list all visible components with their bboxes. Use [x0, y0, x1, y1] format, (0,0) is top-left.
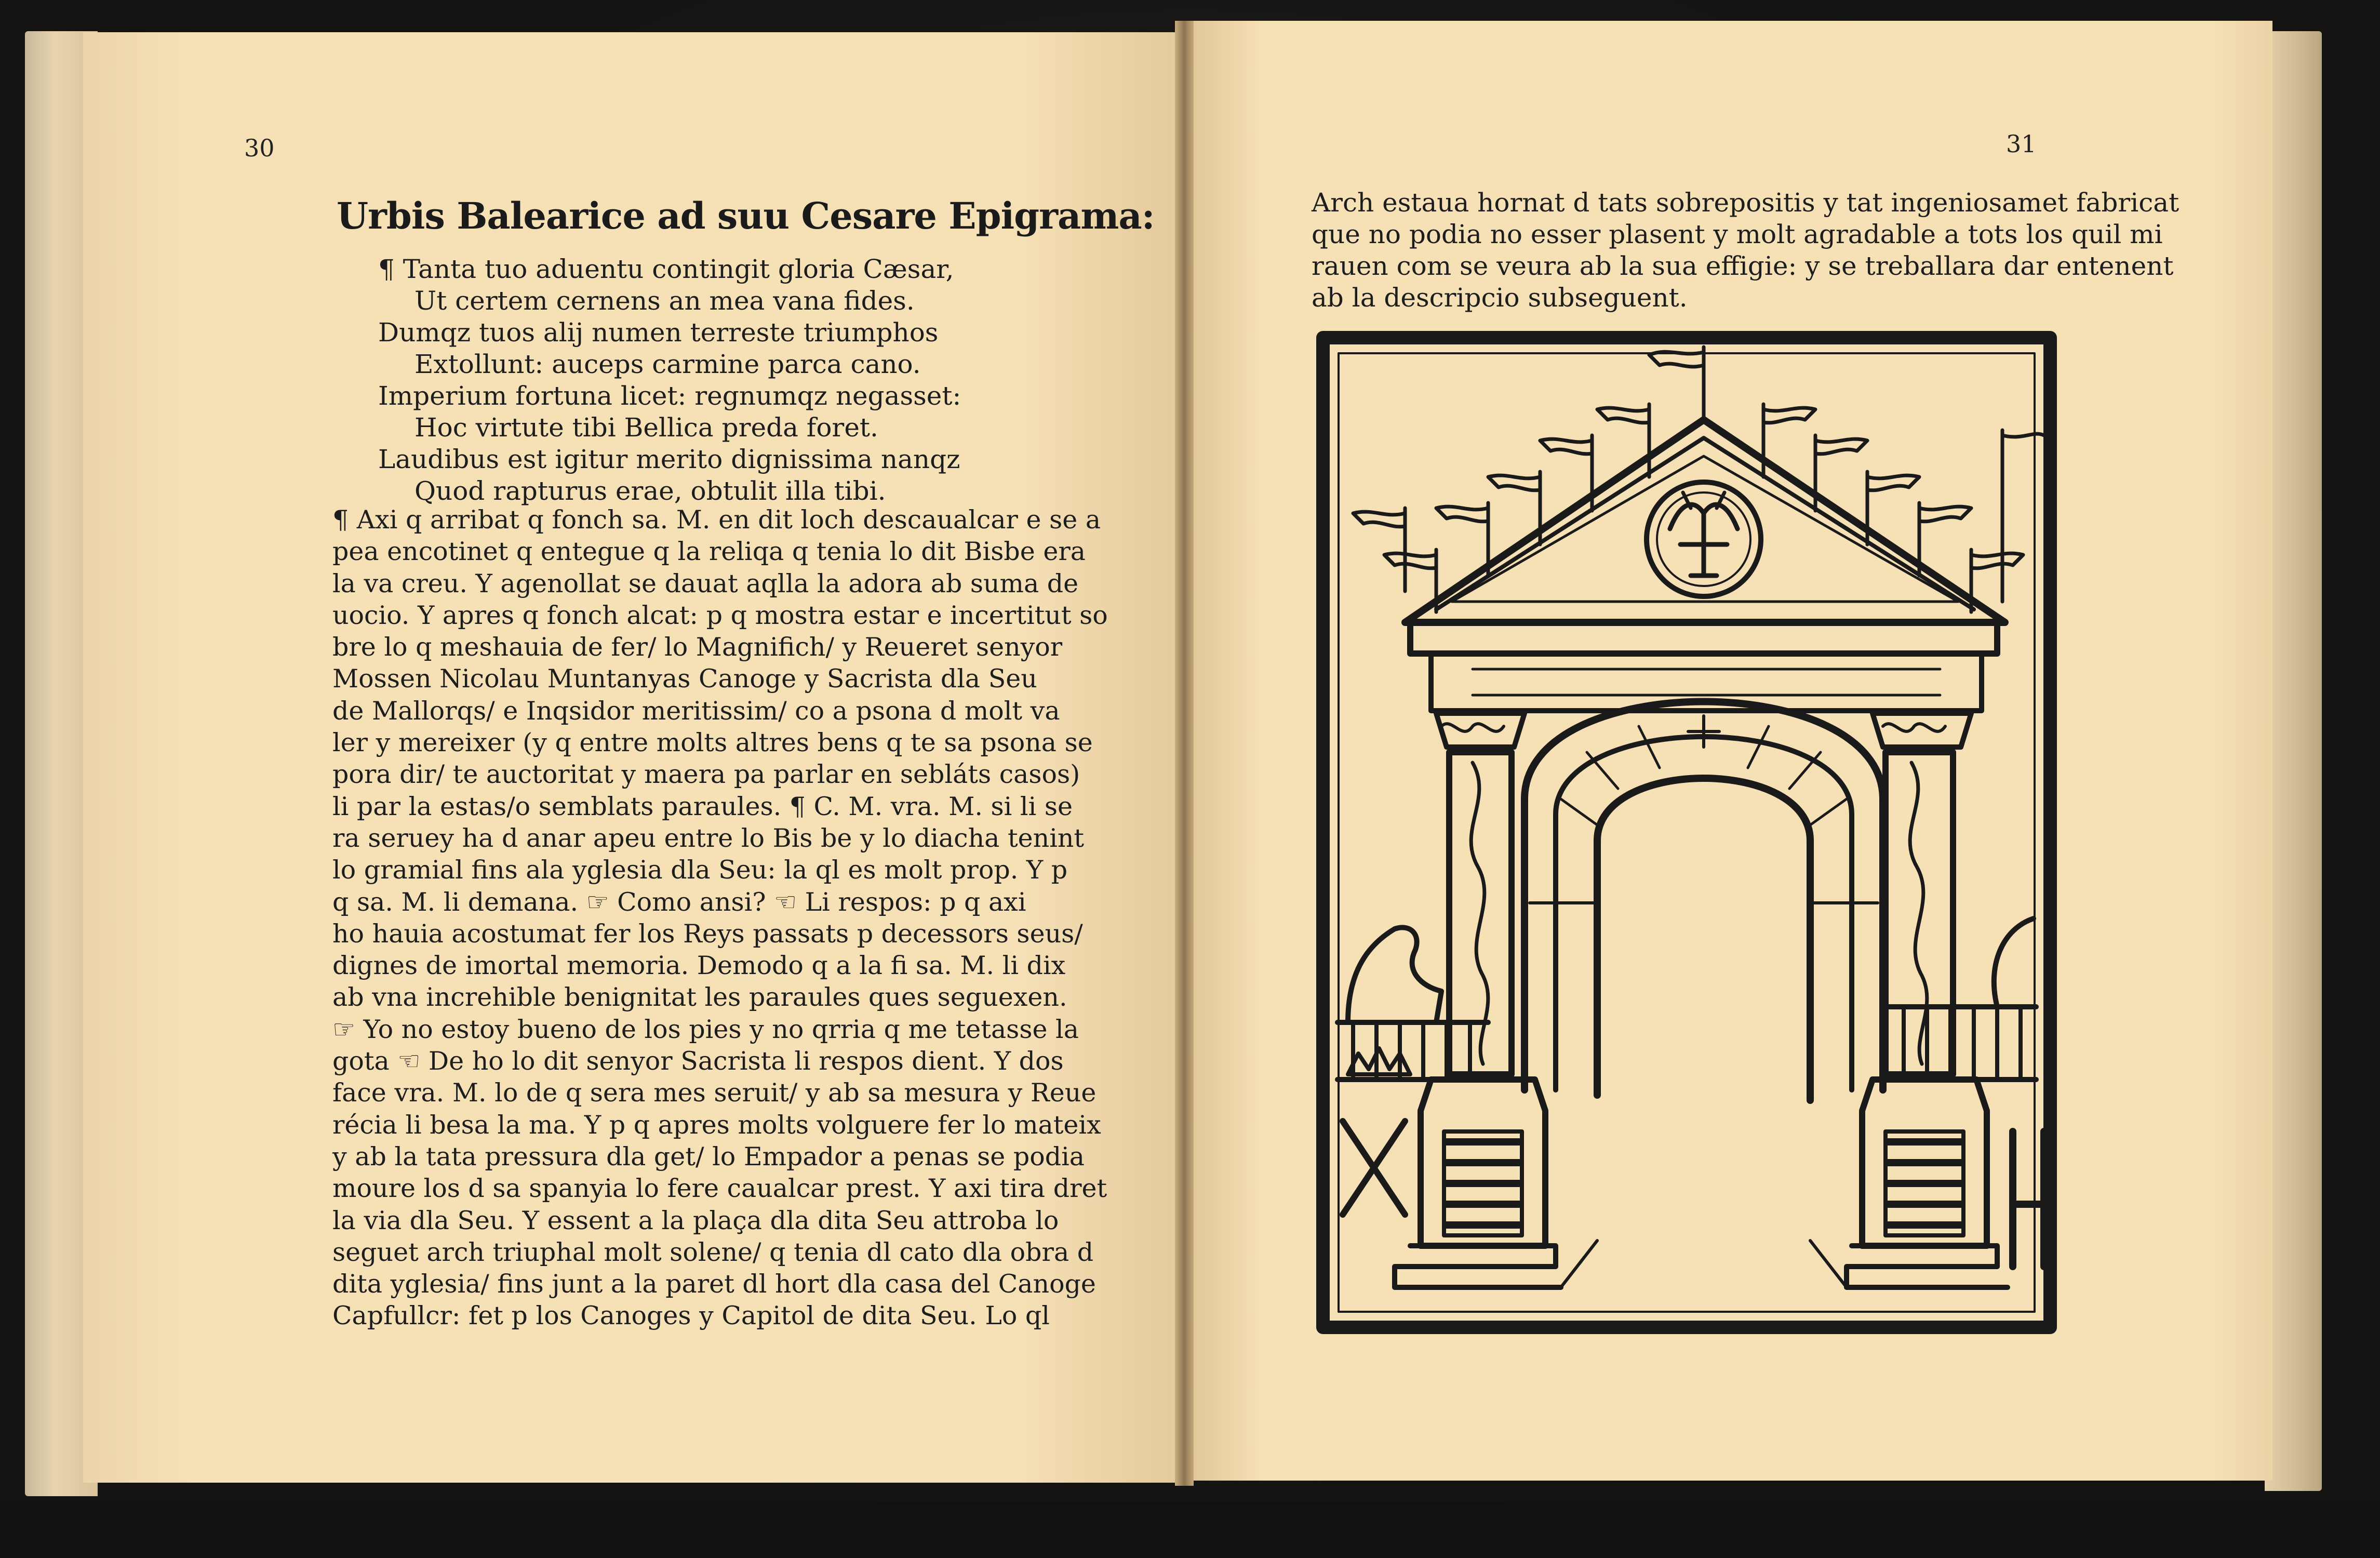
prose-line: dignes de imortal memoria. Demodo q a la fi sa. M. li dix	[332, 951, 1066, 981]
prose-line: li par la estas/o semblats paraules. ¶ C. M. vra. M. si li se	[332, 791, 1073, 821]
verse-line: Dumqz tuos alij numen terreste triumphos	[378, 317, 939, 348]
prose-line: face vra. M. lo de q sera mes seruit/ y ab sa mesura y Reue	[332, 1078, 1097, 1108]
prose-line: dita yglesia/ fins junt a la paret dl hort dla casa del Canoge	[332, 1269, 1096, 1299]
triumphal-arch-woodcut	[1317, 331, 2057, 1334]
verse-line: Extollunt: auceps carmine parca cano.	[415, 349, 921, 379]
verse-line: Hoc virtute tibi Bellica preda foret.	[415, 412, 878, 443]
prose-line: pea encotinet q entegue q la reliqa q tenia lo dit Bisbe era	[332, 537, 1086, 567]
prose-line: ho hauia acostumat fer los Reys passats p decessors seus/	[332, 918, 1083, 949]
epigram-heading: Urbis Balearice ad suu Cesare Epigrama:	[337, 194, 1155, 237]
verse-line: Imperium fortuna licet: regnumqz negasset:	[378, 381, 961, 411]
verse-line: Quod rapturus erae, obtulit illa tibi.	[415, 476, 886, 506]
book-gutter	[1175, 21, 1194, 1486]
left-folio-number: 30	[244, 134, 275, 162]
right-prose-block	[1312, 187, 2180, 314]
prose-line: la va creu. Y agenollat se dauat aqlla la adora ab suma de	[332, 568, 1079, 598]
prose-line: ler y mereixer (y q entre molts altres bens q te sa psona se	[332, 728, 1093, 758]
prose-line: de Mallorqs/ e Inqsidor meritissim/ co a psona d molt va	[332, 696, 1060, 726]
right-page-stack	[2265, 31, 2322, 1491]
bottom-edge	[0, 1501, 2380, 1558]
prose-line: la via dla Seu. Y essent a la plaça dla dita Seu attroba lo	[332, 1205, 1059, 1235]
prose-line: ra seruey ha d anar apeu entre lo Bis be y lo diacha tenint	[332, 823, 1085, 853]
prose-line: seguet arch triuphal molt solene/ q tenia dl cato dla obra d	[332, 1237, 1094, 1267]
prose-line: pora dir/ te auctoritat y maera pa parlar en sebláts casos)	[332, 760, 1080, 790]
prose-line: Arch estaua hornat d tats sobrepositis y tat ingeniosamet fabricat	[1312, 188, 2180, 218]
prose-line: bre lo q meshauia de fer/ lo Magnifich/ y Reueret senyor	[332, 632, 1063, 662]
prose-line: rauen com se veura ab la sua effigie: y se treballara dar entenent	[1312, 251, 2174, 281]
verse-line: Laudibus est igitur merito dignissima nanqz	[378, 444, 960, 474]
prose-line: y ab la tata pressura dla get/ lo Empador a penas se podia	[332, 1141, 1085, 1171]
left-prose-block	[332, 504, 1108, 1332]
prose-line: Mossen Nicolau Muntanyas Canoge y Sacrista dla Seu	[332, 664, 1037, 694]
epigram-verse	[378, 254, 1027, 507]
prose-line: gota ☜ De ho lo dit senyor Sacrista li respos dient. Y dos	[332, 1046, 1064, 1076]
prose-line: q sa. M. li demana. ☞ Como ansi? ☜ Li respos: p q axi	[332, 887, 1026, 917]
verse-line: Ut certem cernens an mea vana fides.	[415, 286, 915, 316]
prose-line: moure los d sa spanyia lo fere caualcar prest. Y axi tira dret	[332, 1174, 1107, 1204]
prose-line: uocio. Y apres q fonch alcat: p q mostra estar e incertitut so	[332, 600, 1108, 630]
verse-line: ¶ Tanta tuo aduentu contingit gloria Cæsar,	[378, 254, 954, 284]
prose-line: ☞ Yo no estoy bueno de los pies y no qrria q me tetasse la	[332, 1014, 1079, 1044]
right-folio-number: 31	[2006, 130, 2037, 158]
prose-line: ¶ Axi q arribat q fonch sa. M. en dit loch descaualcar e se a	[332, 505, 1101, 535]
prose-line: Capfullcr: fet p los Canoges y Capitol de dita Seu. Lo ql	[332, 1301, 1050, 1331]
prose-line: récia li besa la ma. Y p q apres molts volguere fer lo mateix	[332, 1110, 1101, 1140]
prose-line: ab vna increhible benignitat les paraules ques seguexen.	[332, 982, 1067, 1013]
prose-line: ab la descripcio subseguent.	[1312, 283, 1688, 313]
prose-line: que no podia no esser plasent y molt agradable a tots los quil mi	[1312, 219, 2163, 249]
prose-line: lo gramial fins ala yglesia dla Seu: la ql es molt prop. Y p	[332, 855, 1068, 885]
